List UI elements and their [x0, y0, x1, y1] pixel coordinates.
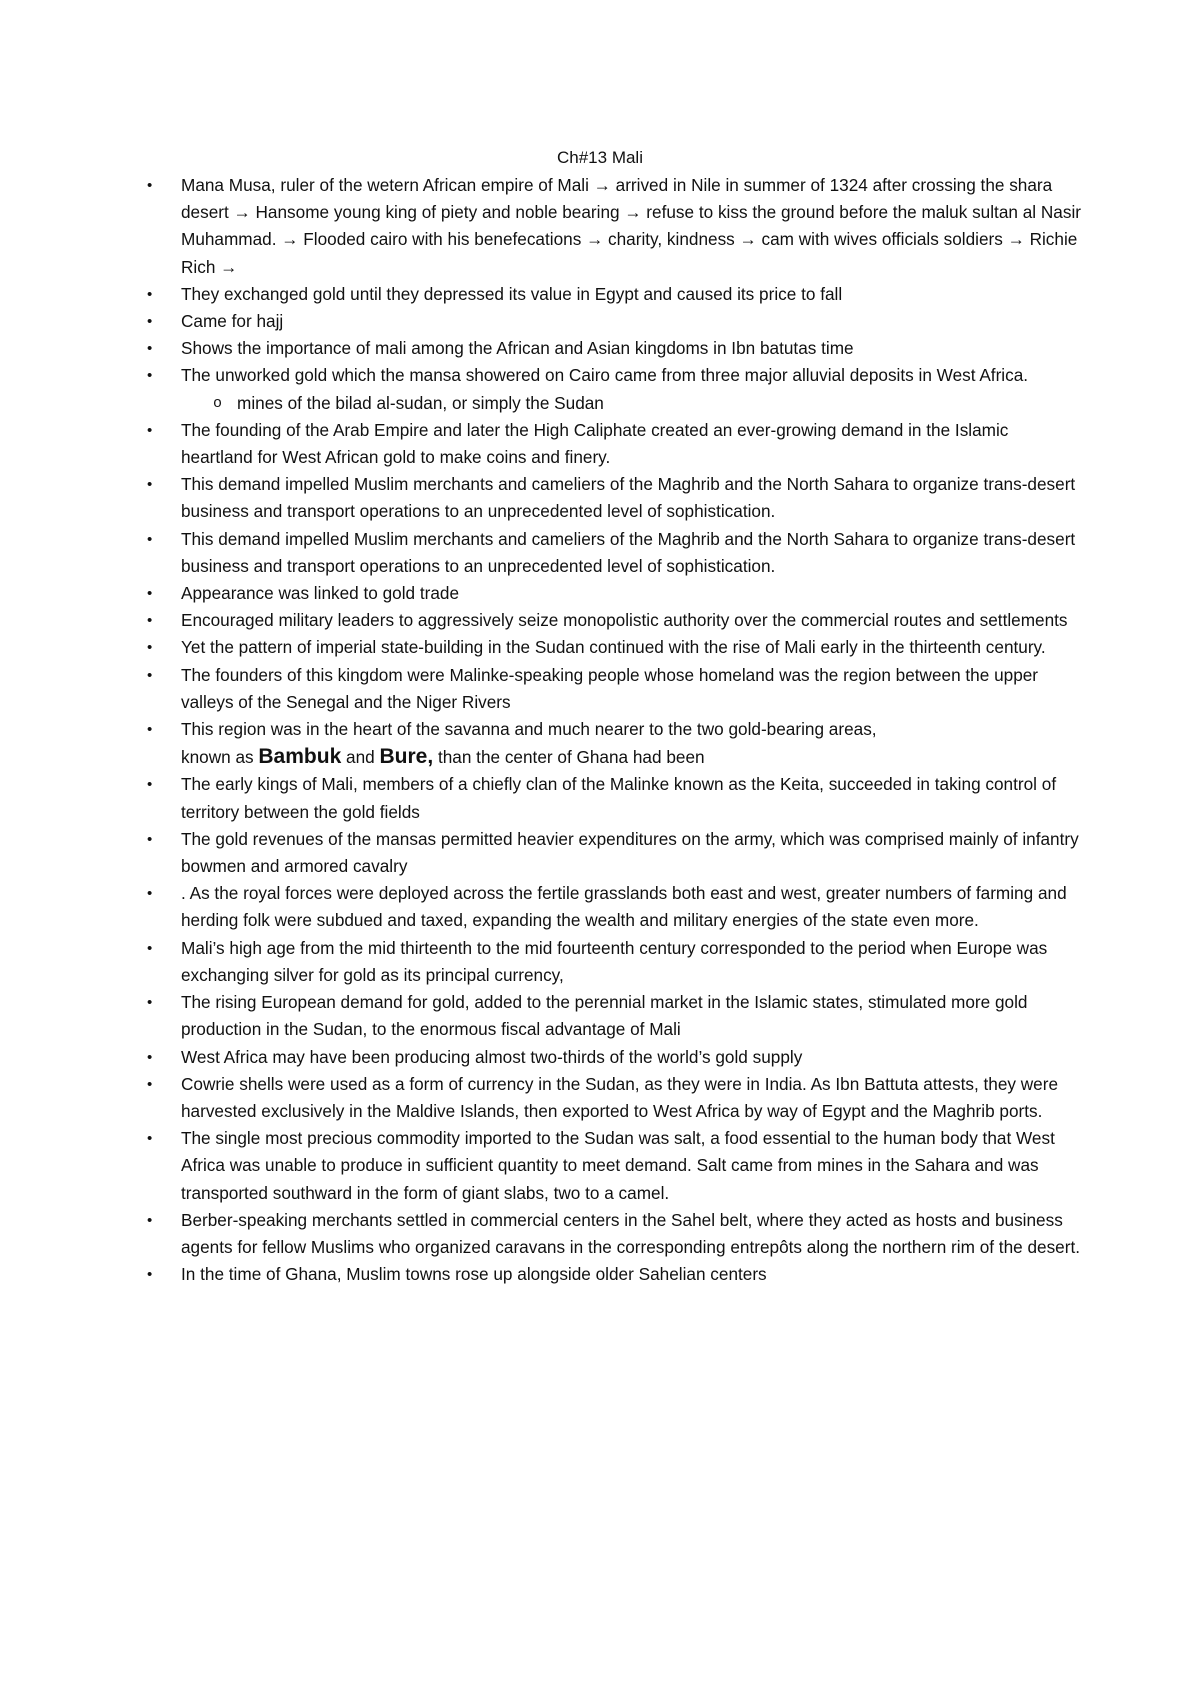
list-item-text: The rising European demand for gold, added to the perennial market in the Islamic states, stimulated more gold production in the Sudan, to the enormous fiscal advantage of Mali: [181, 992, 1028, 1040]
bullet-icon: •: [147, 340, 153, 358]
bullet-icon: •: [147, 639, 153, 657]
bullet-icon: •: [147, 666, 153, 684]
list-item: [147, 989, 1081, 1043]
list-item: [147, 417, 1081, 471]
list-item: [147, 935, 1081, 989]
gold-areas-prefix: known as: [181, 747, 259, 768]
bullet-icon: •: [147, 313, 153, 331]
bullet-icon: •: [147, 421, 153, 439]
list-item: [147, 771, 1081, 825]
list-item: [147, 1044, 1081, 1071]
sub-list-item: [181, 390, 1081, 417]
list-item-text: The unworked gold which the mansa showered on Cairo came from three major alluvial deposits in West Africa.: [181, 365, 1029, 386]
list-item-text: Came for hajj: [181, 311, 284, 332]
bullet-icon: •: [147, 177, 153, 194]
list-item-text: West Africa may have been producing almost two-thirds of the world’s gold supply: [181, 1046, 803, 1067]
list-item-text: The founders of this kingdom were Malinke-speaking people whose homeland was the region between the upper valleys of the Senegal and the Niger Rivers: [181, 664, 1039, 712]
bullet-icon: •: [147, 776, 153, 794]
bullet-icon: •: [147, 476, 153, 494]
gold-areas-suffix: than the center of Ghana had been: [433, 747, 705, 768]
list-item: [147, 1071, 1081, 1125]
sub-list-item-text: mines of the bilad al-sudan, or simply the Sudan: [237, 392, 604, 413]
list-item: [147, 335, 1081, 362]
list-item-text: In the time of Ghana, Muslim towns rose up alongside older Sahelian centers: [181, 1264, 767, 1285]
list-item-text: The founding of the Arab Empire and later the High Caliphate created an ever-growing demand in the Islamic heartland for West African gold to make coins and finery.: [181, 419, 1009, 468]
list-item-text: Berber-speaking merchants settled in commercial centers in the Sahel belt, where they acted as hosts and business agents for fellow Muslims who organized caravans in the corresponding entrepôts along the northern rim of the desert.: [181, 1209, 1081, 1257]
bullet-icon: •: [147, 1075, 153, 1093]
list-item-text: . As the royal forces were deployed across the fertile grasslands both east and west, greater numbers of farming and herding folk were subdued and taxed, expanding the wealth and military energies of the state even more.: [181, 883, 1067, 931]
bullet-icon: •: [147, 994, 153, 1012]
bure-label: Bure,: [379, 745, 434, 769]
list-item: [147, 607, 1081, 634]
bullet-icon: •: [147, 1048, 153, 1066]
bullet-icon: •: [147, 885, 153, 903]
bullet-icon: •: [147, 367, 153, 385]
bullet-icon: •: [147, 1130, 153, 1148]
list-item-text: They exchanged gold until they depressed its value in Egypt and caused its price to fall: [181, 283, 843, 304]
sub-bullet-icon: o: [213, 394, 223, 412]
bullet-icon: •: [147, 585, 153, 603]
bullet-icon: •: [147, 285, 153, 303]
gold-areas-and: and: [341, 747, 380, 768]
list-item: [147, 1207, 1081, 1261]
list-item: [147, 662, 1081, 716]
list-item-text: This demand impelled Muslim merchants and cameliers of the Maghrib and the North Sahara to organize trans-desert business and transport operations to an unprecedented level of sophistication.: [181, 528, 1076, 576]
bullet-icon: •: [147, 530, 153, 548]
list-item-gold-areas: [147, 716, 1081, 771]
list-item: [147, 362, 1081, 389]
list-item-text: Yet the pattern of imperial state-building in the Sudan continued with the rise of Mali early in the thirteenth century.: [181, 637, 1046, 658]
list-item-text: The early kings of Mali, members of a chiefly clan of the Malinke known as the Keita, succeeded in taking control of territory between the gold fields: [181, 774, 1057, 822]
list-item-text: Cowrie shells were used as a form of currency in the Sudan, as they were in India. As Ibn Battuta attests, they were harvested exclusively in the Maldive Islands, then exported to West Africa by way of Egypt and the Maghrib ports.: [181, 1073, 1059, 1121]
list-item: [147, 580, 1081, 607]
list-item-text: Shows the importance of mali among the African and Asian kingdoms in Ibn batutas time: [181, 338, 854, 359]
list-item: [147, 308, 1081, 335]
list-item: [147, 880, 1081, 934]
document-title: Ch#13 Mali: [557, 148, 643, 167]
list-item-text: The single most precious commodity imported to the Sudan was salt, a food essential to the human body that West Africa was unable to produce in sufficient quantity to meet demand. Salt came from mines in the Sahara and was transported southward in the form of giant slabs, two to a camel.: [181, 1128, 1055, 1203]
bullet-icon: •: [147, 830, 153, 848]
bullet-list: [147, 172, 1081, 1288]
list-item-text: Mana Musa, ruler of the wetern African empire of Mali → arrived in Nile in summer of 1324 after crossing the shara desert → Hansome young king of piety and noble bearing → refuse to kiss the ground before the maluk sultan al Nasir Muhammad. → Flooded cairo with his benefecations → charity, kindness → cam with wives officials soldiers → Richie Rich →: [181, 175, 1081, 277]
list-item: [147, 634, 1081, 661]
list-item: [147, 1261, 1081, 1288]
list-item-text: Mali’s high age from the mid thirteenth to the mid fourteenth century corresponded to the period when Europe was exchanging silver for gold as its principal currency,: [181, 937, 1048, 985]
list-item: [147, 172, 1081, 281]
list-item: [147, 526, 1081, 580]
gold-areas-line1: This region was in the heart of the savanna and much nearer to the two gold-bearing areas,: [181, 719, 877, 740]
list-item: [147, 1125, 1081, 1207]
bambuk-label: Bambuk: [258, 745, 342, 769]
bullet-icon: •: [147, 939, 153, 957]
bullet-icon: •: [147, 1266, 153, 1284]
list-item-text: The gold revenues of the mansas permitted heavier expenditures on the army, which was comprised mainly of infantry bowmen and armored cavalry: [181, 828, 1079, 877]
bullet-icon: •: [147, 721, 153, 739]
list-item-text: Appearance was linked to gold trade: [181, 583, 460, 604]
bullet-icon: •: [147, 1211, 153, 1229]
list-item: [147, 281, 1081, 308]
bullet-icon: •: [147, 612, 153, 630]
list-item: [147, 826, 1081, 880]
list-item: [147, 471, 1081, 525]
list-item-text: This demand impelled Muslim merchants and cameliers of the Maghrib and the North Sahara to organize trans-desert business and transport operations to an unprecedented level of sophistication.: [181, 474, 1076, 522]
list-item-text: Encouraged military leaders to aggressively seize monopolistic authority over the commercial routes and settlements: [181, 610, 1068, 631]
